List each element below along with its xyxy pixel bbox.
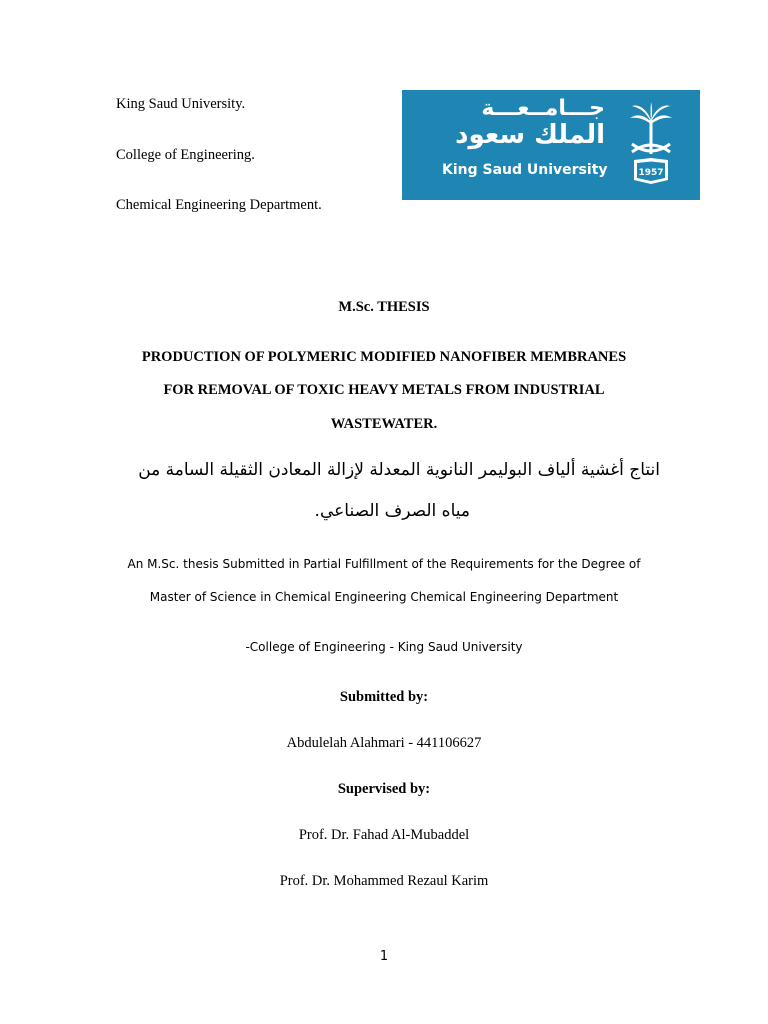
thesis-title-line2: FOR REMOVAL OF TOXIC HEAVY METALS FROM INDUSTRIAL <box>163 382 605 398</box>
thesis-type: M.Sc. THESIS <box>338 299 430 315</box>
university-name: King Saud University. <box>116 96 246 112</box>
supervisor-name: Prof. Dr. Fahad Al-Mubaddel <box>298 827 470 843</box>
arabic-title-line1: انتاج أغشية ألياف البوليمر النانوية المعدلة لإزالة المعادن الثقيلة السامة من <box>138 460 660 480</box>
arabic-title-line2: مياه الصرف الصناعي. <box>314 501 470 521</box>
submission-statement-line1: An M.Sc. thesis Submitted in Partial Fulfillment of the Requirements for the Degree of <box>127 557 641 571</box>
logo-english-text: King Saud University <box>442 162 608 178</box>
student-name: Abdulelah Alahmari - 441106627 <box>286 735 482 751</box>
logo-year: 1957 <box>638 168 664 178</box>
submission-statement-line2: Master of Science in Chemical Engineering Chemical Engineering Department <box>149 590 619 604</box>
supervisor-name: Prof. Dr. Mohammed Rezaul Karim <box>279 873 489 889</box>
logo-arabic-line1: جـــامــعـــة <box>481 96 605 121</box>
supervised-by-label: Supervised by: <box>337 781 431 797</box>
thesis-title-line1: PRODUCTION OF POLYMERIC MODIFIED NANOFIBER MEMBRANES <box>141 349 627 365</box>
logo-arabic-line2: الملك سعود <box>455 120 605 150</box>
college-name: College of Engineering. <box>116 147 255 163</box>
submission-statement-line3: -College of Engineering - King Saud University <box>245 640 523 654</box>
submitted-by-label: Submitted by: <box>339 689 429 705</box>
page-number: 1 <box>379 949 389 964</box>
university-logo <box>402 90 700 200</box>
thesis-title-line3: WASTEWATER. <box>330 416 438 432</box>
department-name: Chemical Engineering Department. <box>116 197 322 213</box>
palm-swords-emblem-icon <box>626 100 676 188</box>
